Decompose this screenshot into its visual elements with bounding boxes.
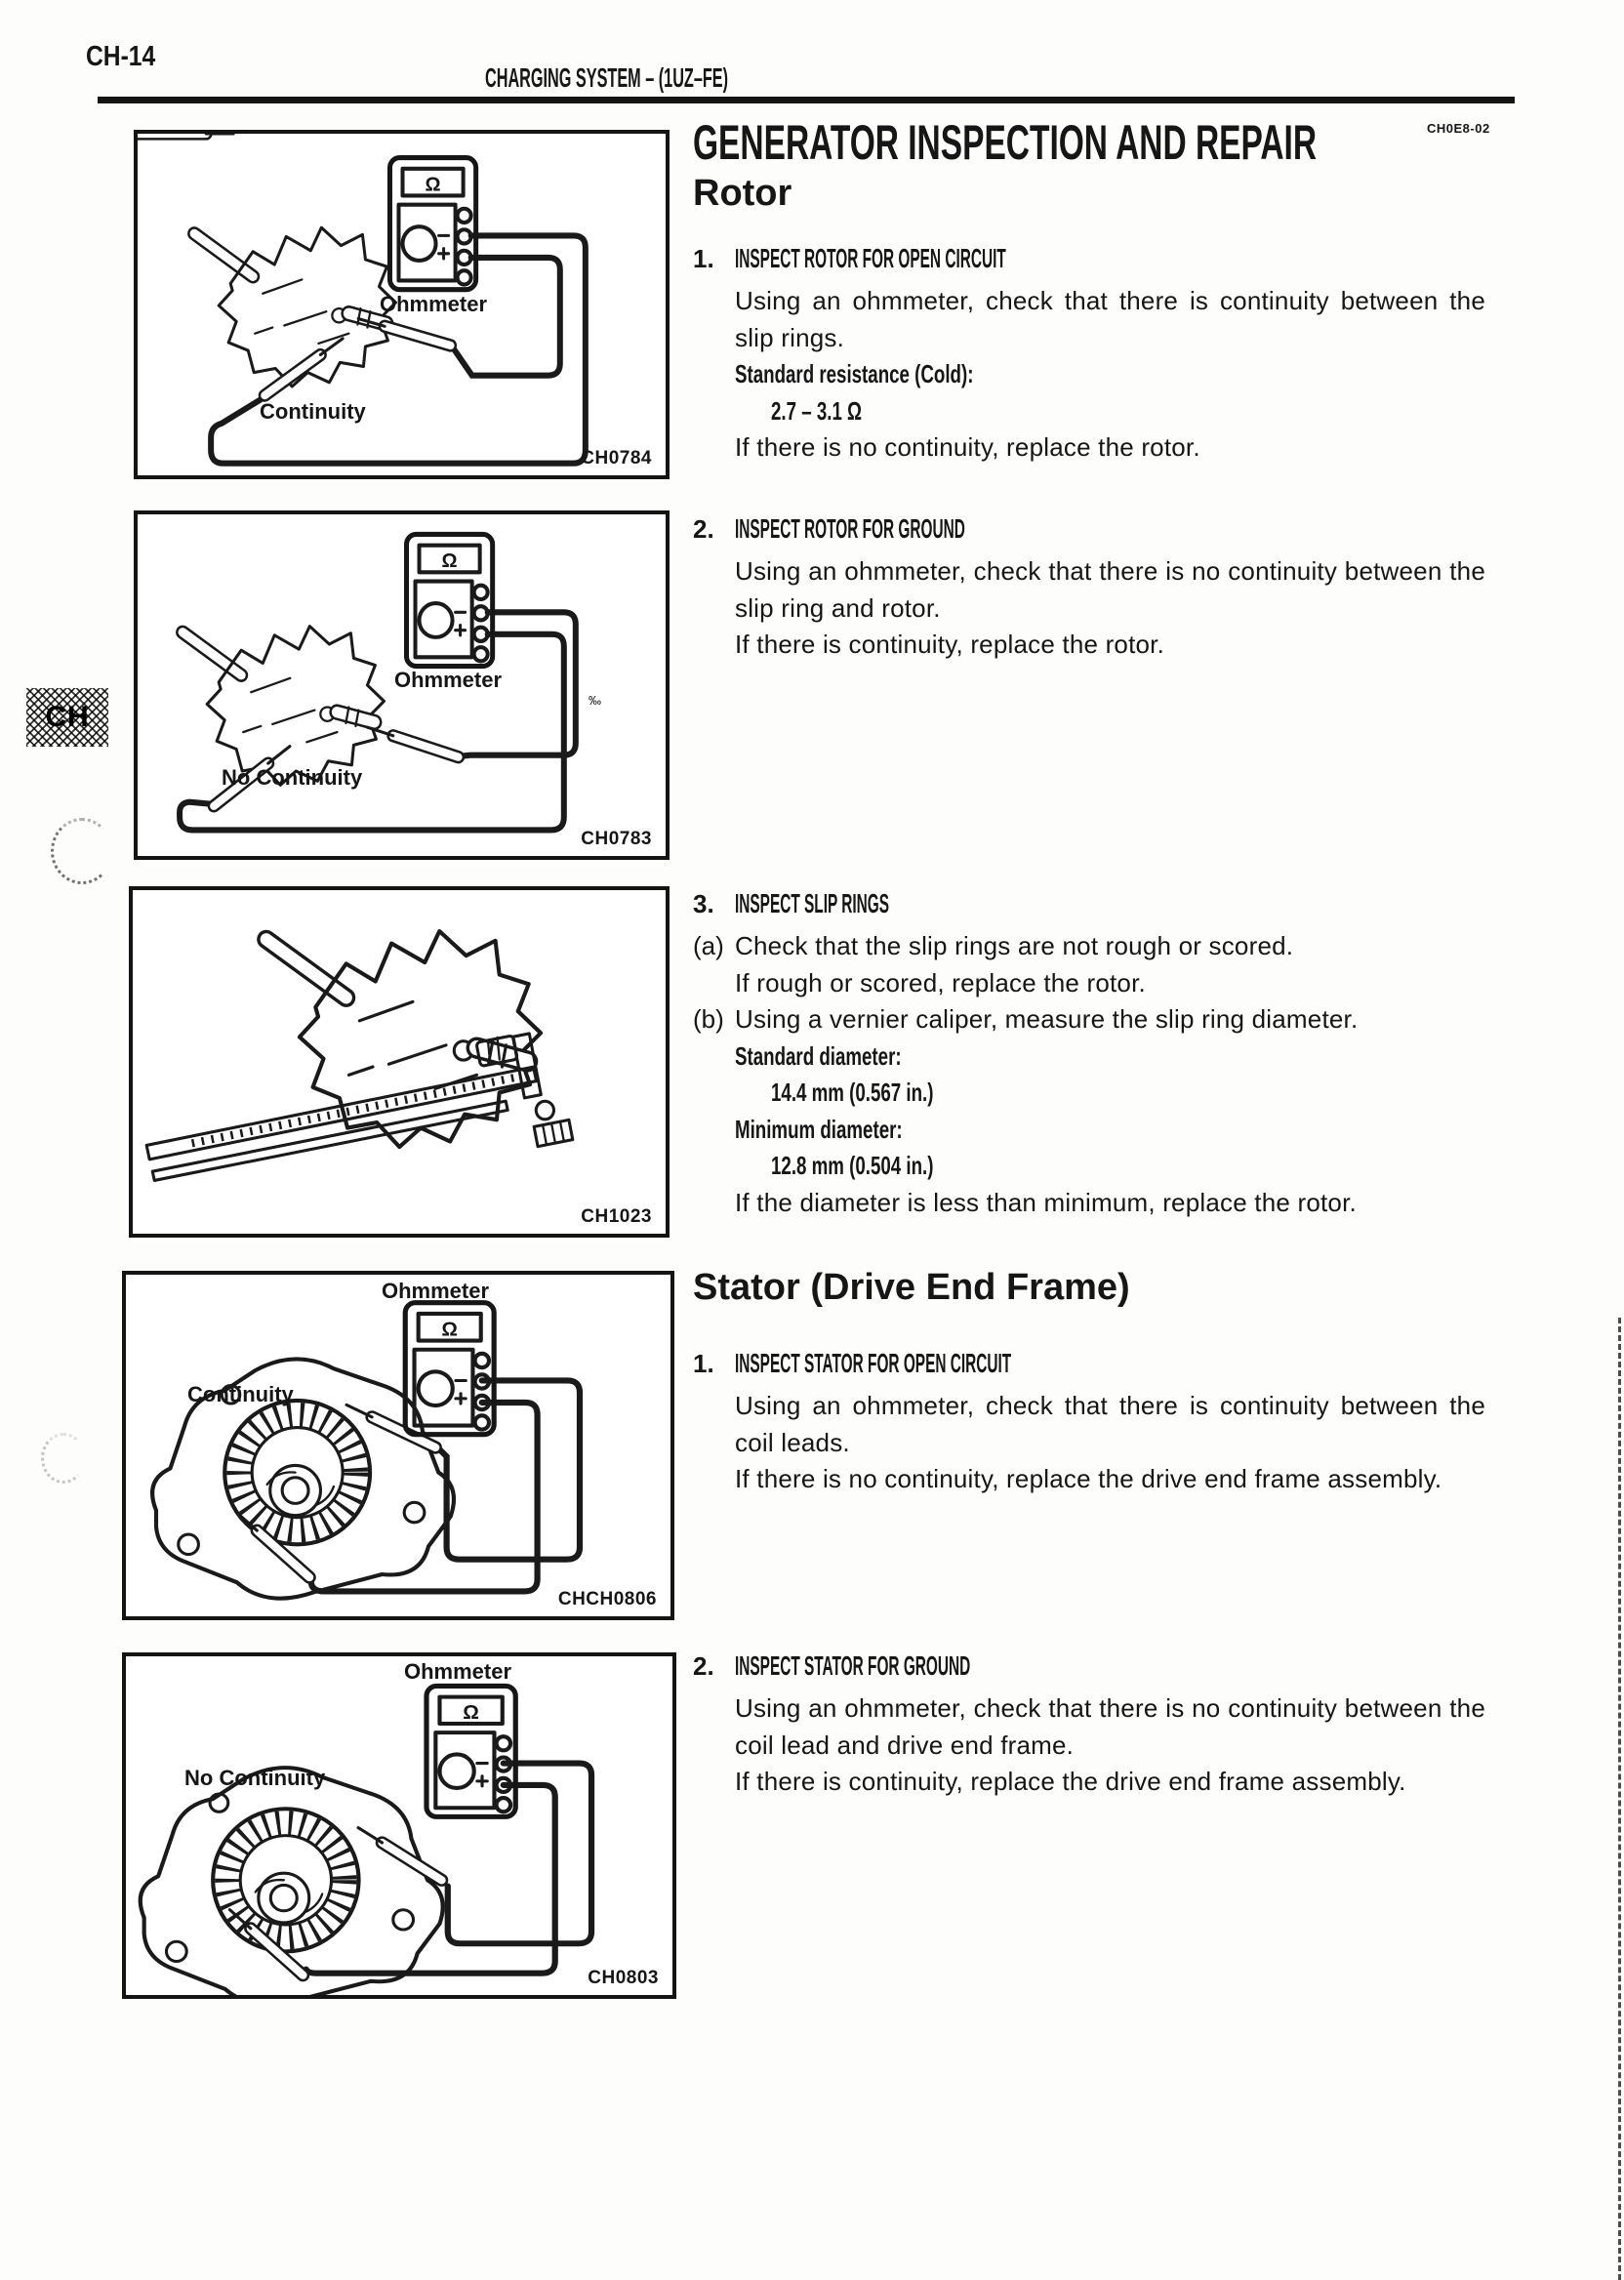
figure-rotor-ground: [134, 510, 670, 860]
figure-stator-ground: [122, 1652, 676, 1999]
body-text: Using an ohmmeter, check that there is no continuity between the coil lead and drive end frame.: [735, 1693, 1485, 1760]
step-number: 1.: [693, 1349, 714, 1378]
body-text: Using a vernier caliper, measure the slip ring diameter.: [735, 1004, 1359, 1034]
ohmmeter-icon: [407, 534, 493, 666]
header-rule: [98, 97, 1515, 103]
ohmmeter-label: Ohmmeter: [404, 1659, 512, 1684]
body-text: If the diameter is less than minimum, replace the rotor.: [735, 1187, 1357, 1217]
body-text: Using an ohmmeter, check that there is continuity between the slip rings.: [735, 286, 1485, 352]
figure-slip-ring-measurement: [129, 886, 670, 1238]
section-heading-rotor: Rotor: [693, 173, 792, 214]
ohm-symbol: Ω: [425, 174, 441, 196]
article-title: GENERATOR INSPECTION AND REPAIR: [693, 115, 1318, 170]
body-text: If there is continuity, replace the rotor.: [735, 630, 1165, 659]
scan-artifact-edge: [1618, 1318, 1621, 2280]
test-probe-icon: [367, 727, 458, 757]
continuity-label: Continuity: [187, 1382, 294, 1406]
step-heading: INSPECT ROTOR FOR GROUND: [735, 513, 965, 544]
body-text: If there is no continuity, replace the drive end frame assembly.: [735, 1464, 1442, 1493]
continuity-label: Continuity: [260, 399, 366, 424]
figure-code: CHCH0806: [557, 1589, 657, 1609]
ohmmeter-label: Ohmmeter: [382, 1279, 490, 1303]
stator-step-2: [693, 1651, 1485, 1801]
rotor-illustration: [194, 227, 395, 387]
rotor-step-2: [693, 514, 1485, 664]
no-continuity-label: No Continuity: [184, 1766, 326, 1790]
body-text: Using an ohmmeter, check that there is continuity between the coil leads.: [735, 1391, 1485, 1457]
figure-stator-open-circuit: [122, 1271, 674, 1620]
body-text: Check that the slip rings are not rough or scored.: [735, 931, 1294, 960]
figure-code: CH0783: [581, 829, 652, 849]
ohmmeter-icon: [426, 1686, 515, 1816]
step-number: 1.: [693, 244, 714, 273]
test-probe-icon: [264, 339, 343, 395]
spec-label: Standard resistance (Cold):: [735, 359, 974, 388]
no-continuity-label: No Continuity: [222, 765, 363, 790]
test-probe-icon: [358, 1828, 442, 1881]
test-lead-wire: [448, 1764, 591, 1944]
figure-code: CH0784: [581, 448, 652, 468]
step-number: 3.: [693, 889, 714, 918]
rotor-illustration: [183, 627, 384, 786]
rotor-step-3: [693, 889, 1485, 1221]
spec-value: 2.7 – 3.1 Ω: [771, 395, 863, 426]
step-number: 2.: [693, 514, 714, 544]
body-text: If rough or scored, replace the rotor.: [735, 967, 1146, 998]
figure-code: CH1023: [581, 1206, 652, 1227]
body-text: If there is no continuity, replace the rotor.: [735, 432, 1200, 462]
page-header-title: CHARGING SYSTEM – (1UZ–FE): [485, 62, 729, 93]
scan-artifact-arc: [41, 1433, 86, 1484]
article-code: CH0E8-02: [1427, 121, 1490, 136]
step-number: 2.: [693, 1651, 714, 1681]
page-number: CH-14: [86, 41, 156, 72]
ohmmeter-label: Ohmmeter: [394, 668, 503, 692]
stator-open-circuit-illustration: [126, 1275, 670, 1616]
step-heading: INSPECT STATOR FOR GROUND: [735, 1650, 971, 1681]
figure-code: CH0803: [588, 1968, 659, 1988]
section-heading-stator: Stator (Drive End Frame): [693, 1267, 1130, 1308]
test-probe-icon: [358, 318, 450, 345]
step-heading: INSPECT STATOR FOR OPEN CIRCUIT: [735, 1348, 1012, 1378]
spec-label: Minimum diameter:: [735, 1114, 903, 1144]
step-heading: INSPECT ROTOR FOR OPEN CIRCUIT: [735, 243, 1006, 273]
ohmmeter-icon: [389, 158, 475, 290]
rotor-step-1: [693, 244, 1485, 467]
scan-artifact-mark: ‰: [589, 693, 601, 708]
chapter-tab: [26, 688, 108, 747]
figure-rotor-open-circuit: [134, 130, 670, 479]
slip-ring-measurement-illustration: [133, 890, 666, 1234]
sub-step-label: (b): [693, 1004, 724, 1034]
chapter-tab-label: CH: [45, 701, 90, 733]
test-lead-wire: [439, 1380, 580, 1559]
sub-step-label: (a): [693, 931, 724, 960]
stator-ground-illustration: [126, 1656, 672, 1995]
stator-step-1: [693, 1349, 1485, 1498]
spec-value: 14.4 mm (0.567 in.): [771, 1078, 934, 1107]
body-text: Using an ohmmeter, check that there is no continuity between the slip ring and rotor.: [735, 556, 1485, 623]
ohmmeter-label: Ohmmeter: [380, 292, 488, 316]
body-text: If there is continuity, replace the drive end frame assembly.: [735, 1767, 1406, 1796]
scan-artifact-arc: [51, 818, 113, 884]
step-heading: INSPECT SLIP RINGS: [735, 888, 890, 918]
spec-label: Standard diameter:: [735, 1040, 902, 1071]
spec-value: 12.8 mm (0.504 in.): [771, 1151, 934, 1180]
